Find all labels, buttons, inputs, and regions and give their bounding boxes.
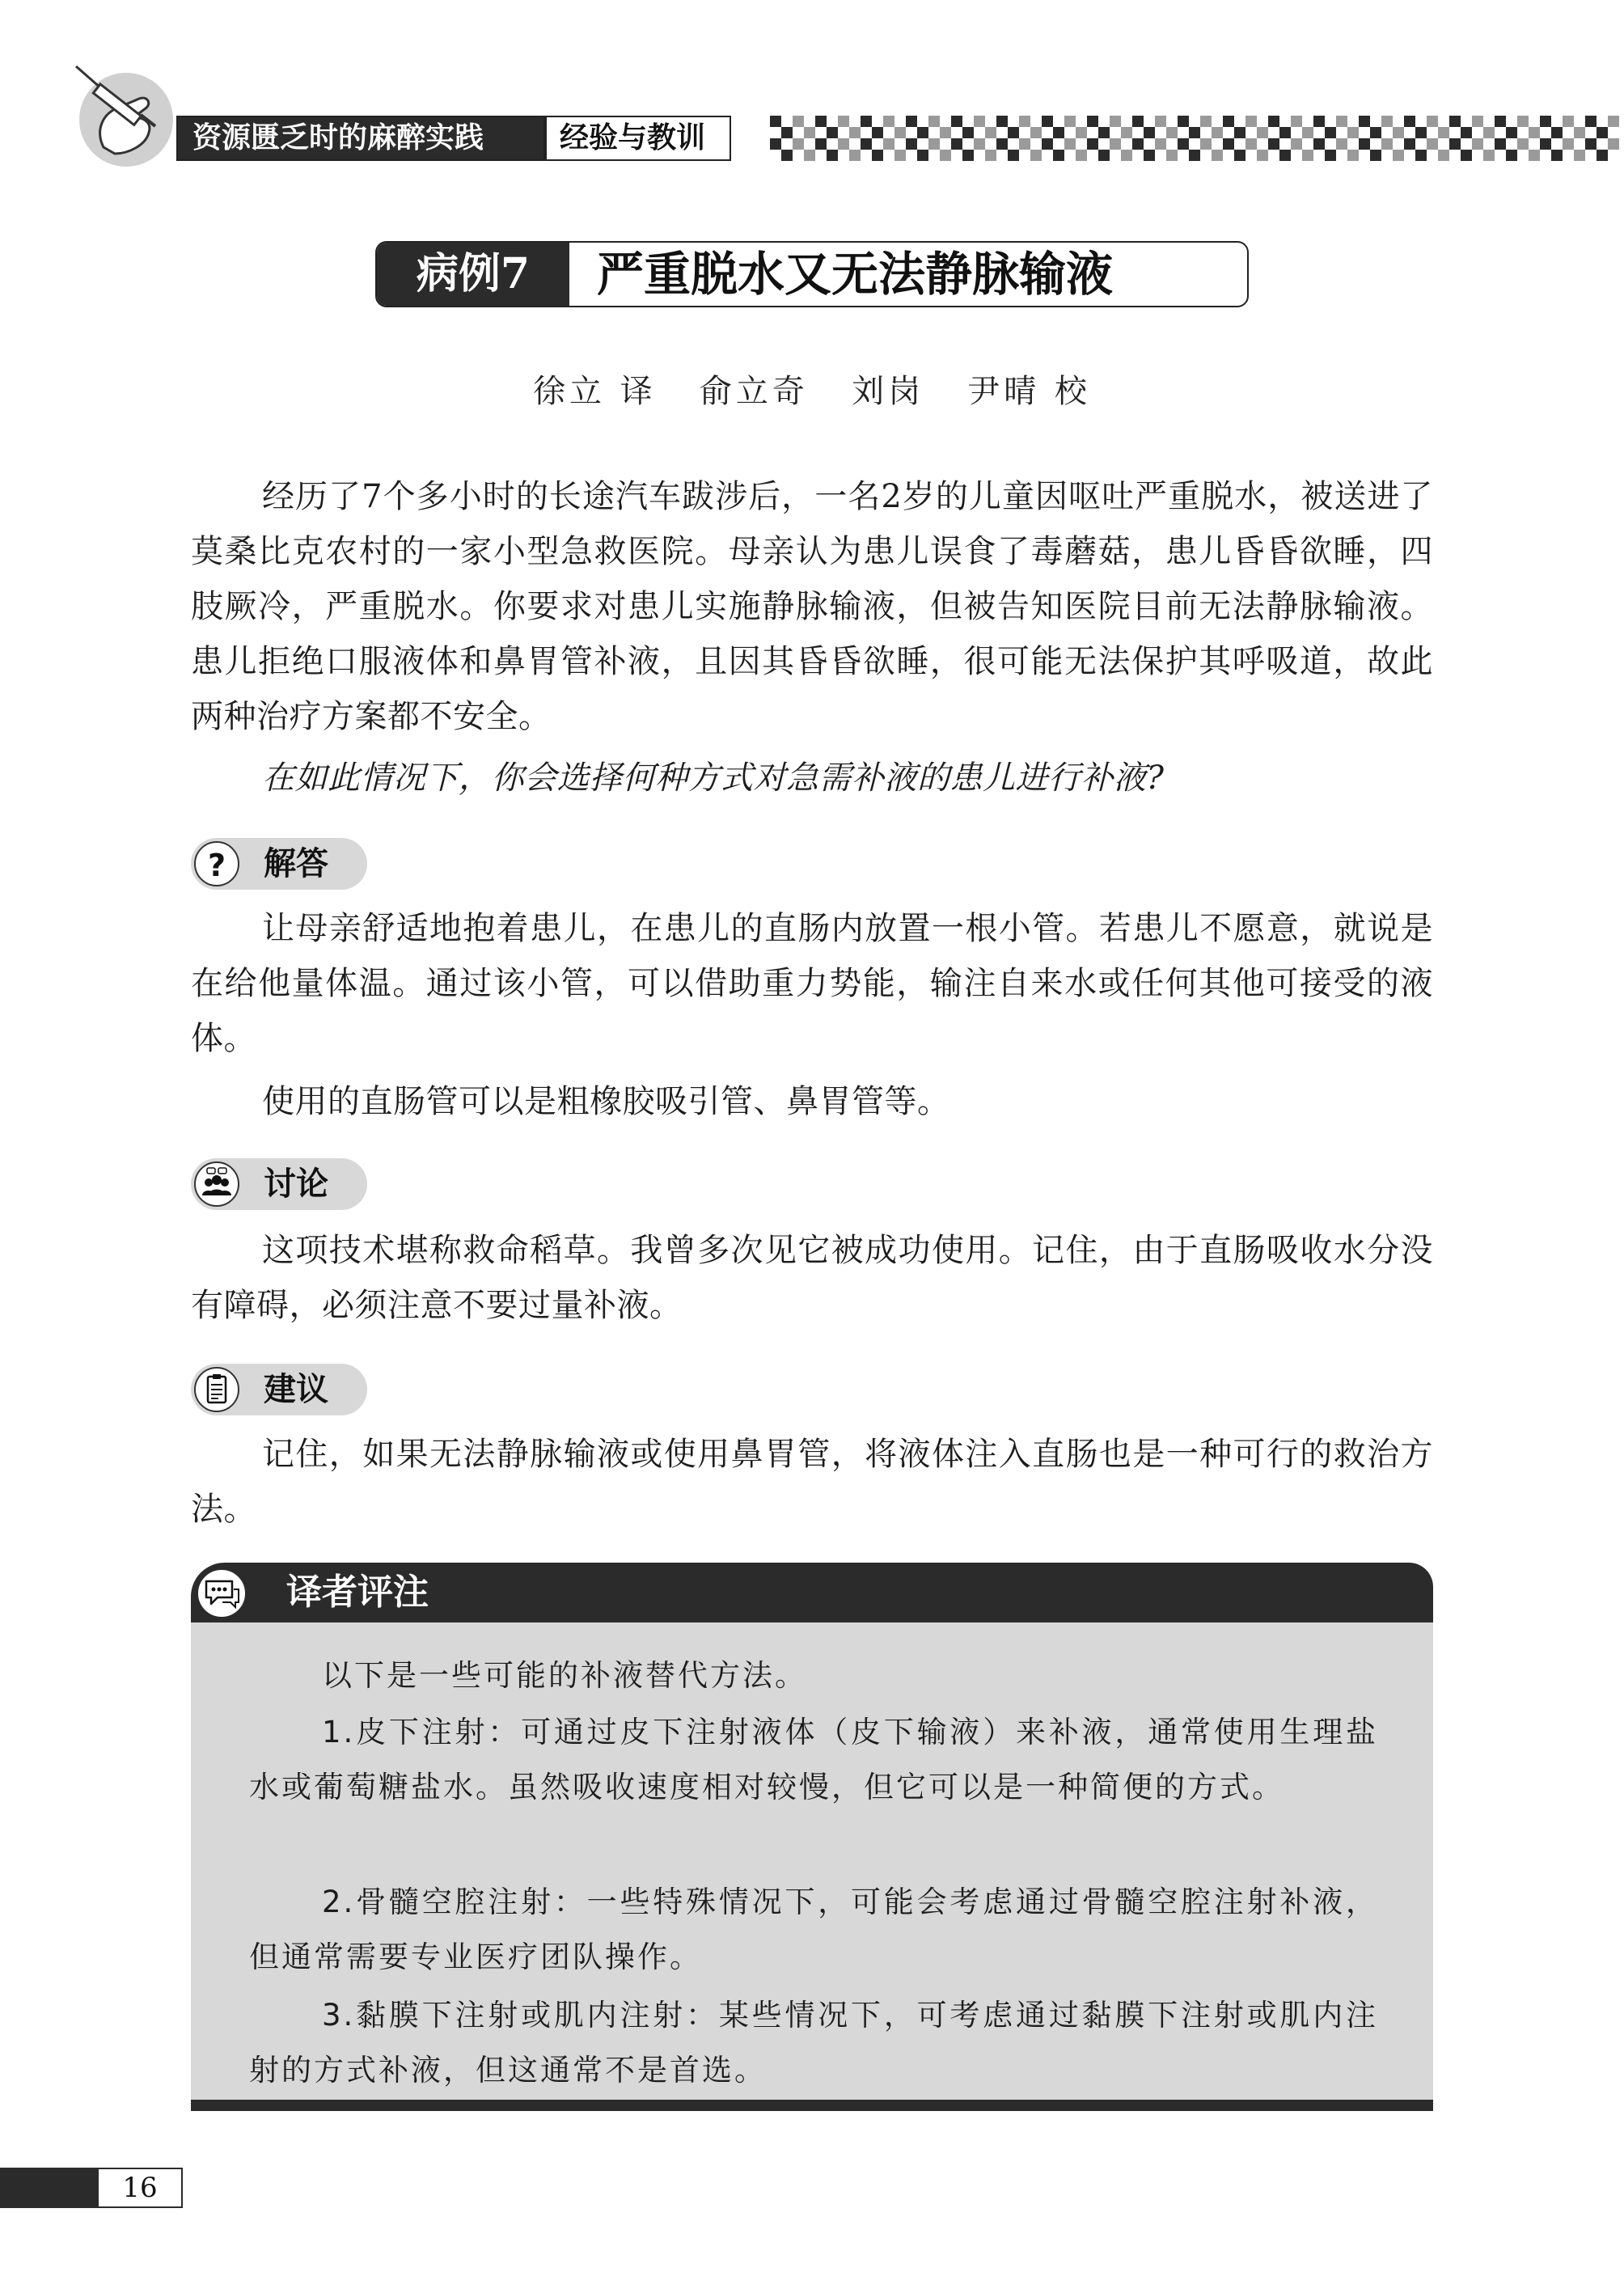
- intro-question: 在如此情况下，你会选择何种方式对急需补液的患儿进行补液?: [262, 759, 1165, 797]
- clipboard-icon: [194, 1367, 239, 1412]
- intro-paragraph: 经历了7个多小时的长途汽车跋涉后，一名2岁的儿童因呕吐严重脱水，被送进了莫桑比克农村的一家小型急救医院。母亲认为患儿误食了毒蘑菇，患儿昏昏欲睡，四肢厥冷，严重脱水。你要求对患儿实施静脉输液，但被告知医院目前无法静脉输液。患儿拒绝口服液体和鼻胃管补液，且因其昏昏欲睡，很可能无法保护其呼吸道，故此两种治疗方案都不安全。: [191, 478, 1433, 735]
- translator-note-body: [191, 1622, 1433, 2100]
- speech-bubble-icon: [196, 1567, 247, 1619]
- advice-paragraph: 记住，如果无法静脉输液或使用鼻胃管，将液体注入直肠也是一种可行的救治方法。: [191, 1436, 1433, 1528]
- translator-note-title: 译者评注: [286, 1572, 429, 1613]
- case-number: 病例7: [377, 243, 569, 306]
- case-title-text: 严重脱水又无法静脉输液: [597, 247, 1114, 302]
- folio-bar: [0, 2168, 97, 2208]
- series-label: 经验与教训: [545, 116, 731, 161]
- syringe-hand-icon: [71, 58, 184, 175]
- byline: 徐立 译 俞立奇 刘岗 尹晴 校: [533, 373, 1091, 410]
- case-title: [375, 241, 1249, 307]
- note-paragraph: 3.黏膜下注射或肌内注射：某些情况下，可考虑通过黏膜下注射或肌内注射的方式补液，但这通常不是首选。: [249, 1998, 1378, 2088]
- svg-text:?: ?: [207, 848, 226, 883]
- section-advice: [191, 1364, 367, 1415]
- section-answer: [191, 838, 367, 890]
- checker-pattern: [770, 116, 1624, 164]
- answer-paragraph: 让母亲舒适地抱着患儿，在患儿的直肠内放置一根小管。若患儿不愿意，就说是在给他量体温。通过该小管，可以借助重力势能，输注自来水或任何其他可接受的液体。: [191, 910, 1433, 1057]
- book-title: 资源匮乏时的麻醉实践: [176, 116, 545, 161]
- note-paragraph: 以下是一些可能的补液替代方法。: [322, 1658, 807, 1693]
- translator-note-header: [191, 1563, 1433, 1622]
- section-discussion-label: 讨论: [264, 1166, 328, 1203]
- section-discussion: [191, 1158, 367, 1210]
- note-bottom-rule: [191, 2100, 1433, 2111]
- section-advice-label: 建议: [264, 1371, 328, 1408]
- question-icon: [194, 841, 239, 886]
- page-number: 16: [97, 2168, 183, 2208]
- discussion-paragraph: 这项技术堪称救命稻草。我曾多次见它被成功使用。记住，由于直肠吸收水分没有障碍，必须注意不要过量补液。: [191, 1232, 1433, 1324]
- note-paragraph: 2.骨髓空腔注射：一些特殊情况下，可能会考虑通过骨髓空腔注射补液，但通常需要专业医疗团队操作。: [249, 1885, 1378, 1974]
- answer-paragraph: 使用的直肠管可以是粗橡胶吸引管、鼻胃管等。: [262, 1083, 950, 1120]
- section-answer-label: 解答: [264, 845, 328, 882]
- note-paragraph: 1.皮下注射：可通过皮下注射液体（皮下输液）来补液，通常使用生理盐水或葡萄糖盐水。虽然吸收速度相对较慢，但它可以是一种简便的方式。: [249, 1715, 1378, 1804]
- group-discussion-icon: [194, 1161, 239, 1207]
